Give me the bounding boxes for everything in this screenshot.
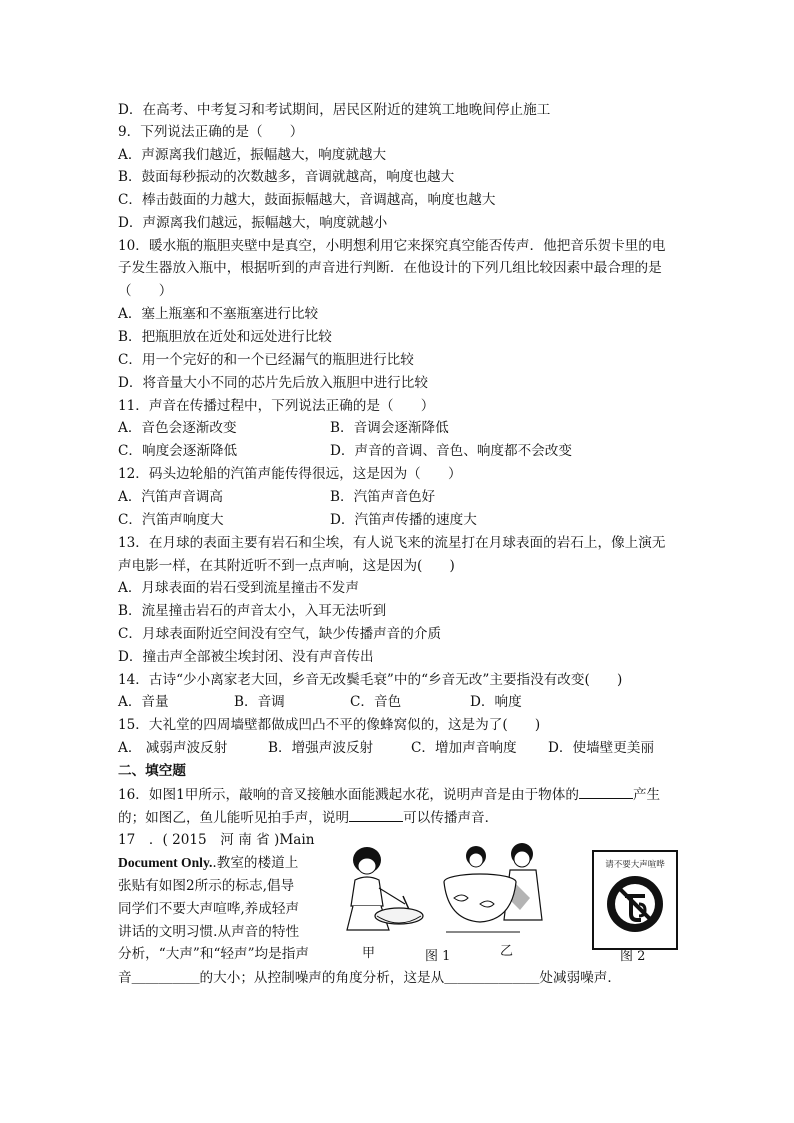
q11-row-1	[118, 418, 449, 438]
q15-option-b: B．增强声波反射	[268, 740, 374, 756]
q16-blank-1[interactable]	[579, 784, 633, 799]
q14-option-d: D．响度	[470, 694, 522, 710]
q9-option-a: A．声源离我们越近，振幅越大，响度就越大	[118, 147, 387, 163]
question-10-line-3: （ ）	[118, 283, 173, 299]
q15-option-c: C．增加声音响度	[411, 740, 517, 756]
q10-option-a: A．塞上瓶塞和不塞瓶塞进行比较	[118, 306, 319, 322]
sign-text: 请不要大声喧哗	[605, 860, 665, 870]
figure-2-quiet-sign	[592, 850, 678, 950]
figure-1-yi-illustration	[440, 840, 555, 940]
question-14: 14．古诗“少小离家老大回，乡音无改鬓毛衰”中的“乡音无改”主要指没有改变( )	[118, 672, 623, 688]
question-17-line-2	[118, 853, 298, 873]
figure-1-caption: 图 1	[425, 949, 451, 964]
q16-blank-2[interactable]	[349, 807, 403, 822]
q17-text: .教室的楼道上	[212, 855, 299, 871]
question-17-line-6: 分析，“大声”和“轻声”均是指声	[118, 946, 309, 962]
question-13-line-1: 13．在月球的表面主要有岩石和尘埃，有人说飞来的流星打在月球表面的岩石上，像上演无	[118, 535, 666, 551]
question-15: 15．大礼堂的四周墙壁都做成凹凸不平的像蜂窝似的，这是为了( )	[118, 717, 541, 733]
q11-option-b: B．音调会逐渐降低	[330, 420, 449, 436]
quiet-sign-icon	[605, 874, 665, 934]
figure-1-jia-illustration	[325, 838, 425, 938]
q9-option-b: B．鼓面每秒振动的次数越多，音调就越高，响度也越大	[118, 169, 455, 185]
q15-option-a: A． 减弱声波反射	[118, 740, 228, 756]
q12-option-d: D．汽笛声传播的速度大	[330, 512, 477, 528]
q10-option-c: C．用一个完好的和一个已经漏气的瓶胆进行比较	[118, 352, 414, 368]
question-9: 9．下列说法正确的是（ ）	[118, 124, 304, 140]
q10-option-d: D．将音量大小不同的芯片先后放入瓶胆中进行比较	[118, 375, 428, 391]
q13-option-d: D．撞击声全部被尘埃封闭、没有声音传出	[118, 649, 374, 665]
q13-option-b: B．流星撞击岩石的声音太小，入耳无法听到	[118, 603, 387, 619]
q11-row-2	[118, 441, 572, 461]
q10-option-b: B．把瓶胆放在近处和远处进行比较	[118, 329, 332, 345]
q12-row-2	[118, 510, 477, 530]
question-17-line-7: 音＿＿＿＿＿的大小；从控制噪声的角度分析，这是从＿＿＿＿＿＿＿处减弱噪声．	[118, 970, 621, 986]
q14-option-c: C．音色	[350, 694, 402, 710]
question-10-line-2: 子发生器放入瓶中，根据听到的声音进行判断．在他设计的下列几组比较因素中最合理的是	[118, 260, 662, 276]
question-17-line-3: 张贴有如图2所示的标志,倡导	[118, 878, 295, 894]
q14-option-a: A．音量	[118, 694, 169, 710]
question-16-line-2	[118, 807, 498, 828]
q15-option-d: D．使墙壁更美丽	[548, 740, 655, 756]
question-10-line-1: 10．暖水瓶的瓶胆夹壁中是真空，小明想利用它来探究真空能否传声．他把音乐贺卡里的电	[118, 238, 666, 254]
q9-option-c: C．棒击鼓面的力越大，鼓面振幅越大，音调越高，响度也越大	[118, 192, 496, 208]
figure-yi-label: 乙	[500, 944, 514, 959]
question-17-line-1: 17 ．( 2015 河 南 省 )Main	[118, 832, 315, 848]
question-16-line-1	[118, 784, 660, 805]
q12-option-a: A．汽笛声音调高	[118, 489, 223, 505]
question-17-line-5: 讲话的文明习惯.从声音的特性	[118, 924, 300, 940]
figure-jia-label: 甲	[362, 946, 376, 961]
q16-text-2: 产生	[632, 787, 661, 803]
figure-2-caption: 图 2	[620, 949, 646, 964]
q13-option-a: A．月球表面的岩石受到流星撞击不发声	[118, 580, 359, 596]
q8-option-d: D．在高考、中考复习和考试期间，居民区附近的建筑工地晚间停止施工	[118, 102, 551, 118]
q14-option-b: B．音调	[234, 694, 285, 710]
q12-row-1	[118, 487, 436, 507]
question-11: 11．声音在传播过程中，下列说法正确的是（ ）	[118, 398, 435, 414]
q16-text-3: 的；如图乙，鱼儿能听见拍手声，说明	[118, 810, 350, 826]
q12-option-b: B．汽笛声音色好	[330, 489, 436, 505]
q11-option-d: D．声音的音调、音色、响度都不会改变	[330, 443, 572, 459]
section-heading-fill-blank: 二、填空题	[118, 763, 186, 779]
q17-source-note: Document Only.	[118, 855, 213, 870]
q16-text-1: 16．如图1甲所示，敲响的音叉接触水面能溅起水花，说明声音是由于物体的	[118, 787, 579, 803]
q9-option-d: D．声源离我们越远，振幅越大，响度就越小	[118, 215, 388, 231]
q11-option-a: A．音色会逐渐改变	[118, 420, 237, 436]
q13-option-c: C．月球表面附近空间没有空气，缺少传播声音的介质	[118, 626, 442, 642]
question-17-line-4: 同学们不要大声喧哗,养成轻声	[118, 901, 300, 917]
q11-option-c: C．响度会逐渐降低	[118, 443, 238, 459]
q12-option-c: C．汽笛声响度大	[118, 512, 224, 528]
q16-text-4: 可以传播声音．	[403, 810, 499, 826]
question-12: 12．码头边轮船的汽笛声能传得很远，这是因为（ ）	[118, 466, 462, 482]
question-13-line-2: 声电影一样，在其附近听不到一点声响，这是因为( )	[118, 558, 455, 574]
